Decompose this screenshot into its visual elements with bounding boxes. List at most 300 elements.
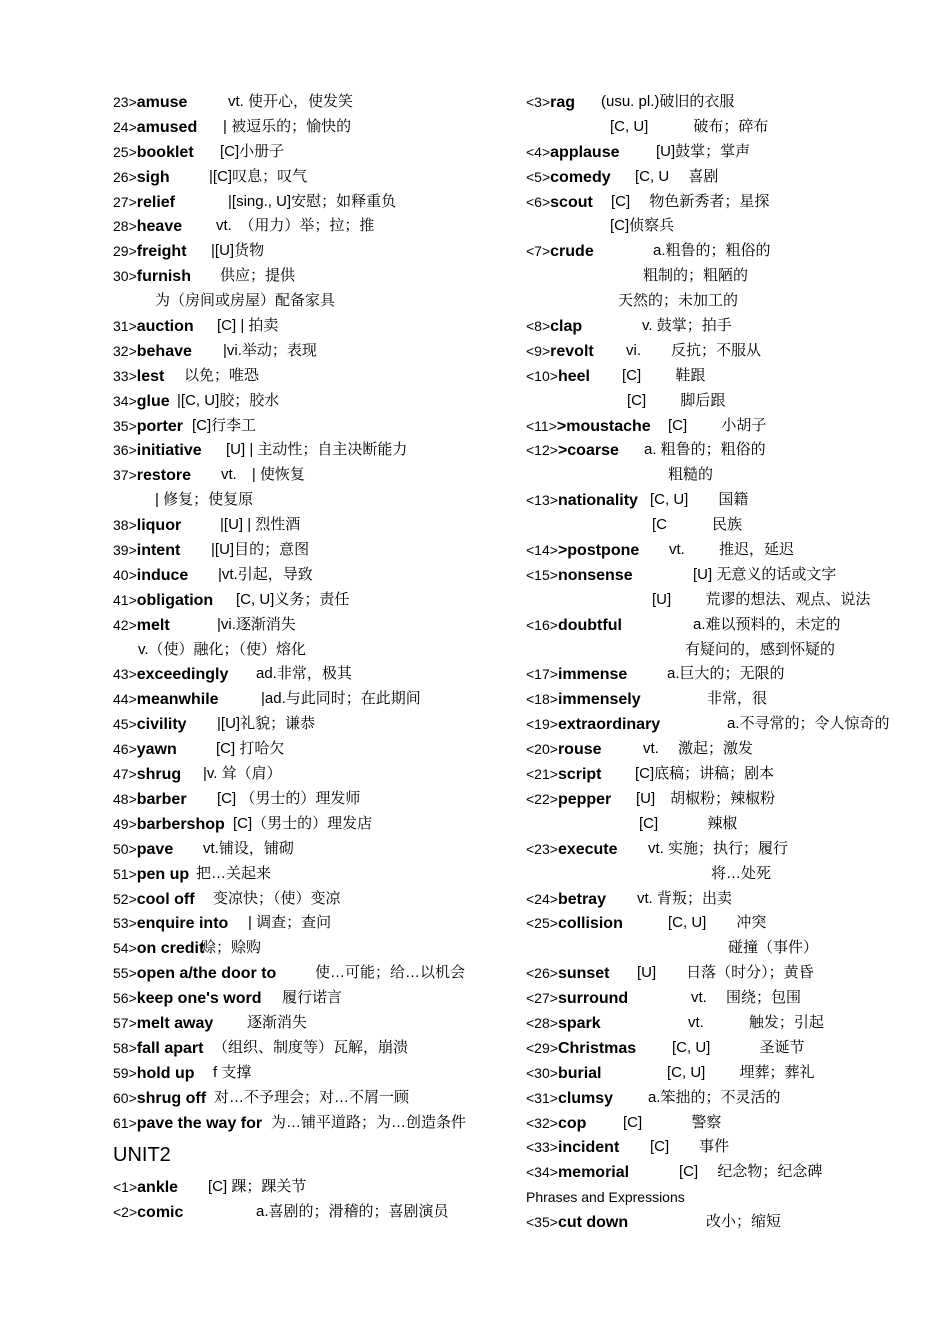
definition: [C, U]义务；责任 [236, 590, 350, 608]
vocab-entry [113, 339, 513, 364]
definition: | 调查；查问 [248, 914, 332, 932]
definition: v. 鼓掌；拍手 [642, 317, 732, 335]
headword: collision [557, 915, 623, 933]
headword: execute [557, 840, 618, 858]
definition: [U] 日落（时分）；黄昏 [637, 964, 814, 982]
headword: behave [136, 342, 192, 360]
vocab-entry [113, 1086, 513, 1111]
headword: applause [550, 143, 620, 161]
headword: ankle [137, 1179, 179, 1197]
definition: [U] 荒谬的想法、观点、说法 [652, 590, 871, 608]
entry-number: <35> [526, 1214, 558, 1231]
definition-continuation [526, 463, 936, 488]
entry-number: <33> [526, 1139, 558, 1156]
vocab-entry [113, 389, 513, 414]
entry-number: <23> [526, 840, 558, 857]
definition: 逐渐消失 [247, 1013, 308, 1031]
entry-number: <34> [526, 1164, 558, 1181]
vocab-entry [526, 613, 936, 638]
definition: [C, U] 埋葬；葬礼 [667, 1063, 815, 1081]
entry-number: <29> [526, 1039, 558, 1056]
entry-number: <30> [526, 1064, 558, 1081]
definition: (usu. pl.)破旧的衣服 [601, 93, 735, 110]
entry-number: <24> [526, 890, 558, 907]
vocab-entry [526, 438, 936, 463]
headword: sunset [557, 965, 610, 983]
vocab-entry [113, 613, 513, 638]
entry-number: <13> [526, 492, 558, 509]
definition: 对…不予理会；对…不屑一顾 [214, 1088, 410, 1106]
headword: immense [557, 666, 628, 684]
headword: open a/the door to [136, 965, 277, 983]
definition: a.巨大的；无限的 [667, 665, 785, 683]
vocab-entry [526, 1135, 936, 1160]
definition: vt.铺设，铺砌 [203, 839, 294, 857]
vocab-entry [113, 762, 513, 787]
definition: 供应；提供 [220, 267, 296, 285]
headword: pave the way for [136, 1114, 263, 1132]
entry-number: <32> [526, 1114, 558, 1131]
headword: lest [136, 367, 165, 385]
vocab-entry [526, 140, 936, 165]
entry-number: <7> [526, 243, 551, 260]
entry-number: 36> [113, 442, 137, 459]
entry-number: 27> [113, 193, 137, 210]
left-column [113, 90, 513, 1225]
headword: surround [557, 990, 629, 1008]
definition: 碰撞（事件） [728, 939, 819, 957]
definition: a.不寻常的；令人惊奇的 [727, 715, 890, 733]
entry-number: <8> [526, 318, 551, 335]
entry-number: <21> [526, 766, 558, 783]
definition-continuation [526, 389, 936, 414]
vocab-entry [526, 563, 936, 588]
vocab-entry [113, 190, 513, 215]
entry-number: 31> [113, 318, 137, 335]
definition: [C] 踝；踝关节 [208, 1178, 307, 1196]
headword: crude [550, 243, 594, 261]
entry-number: 38> [113, 517, 137, 534]
vocab-entry [526, 1011, 936, 1036]
headword: melt away [136, 1014, 214, 1032]
entry-number: <28> [526, 1014, 558, 1031]
vocab-entry [526, 712, 936, 737]
headword: >moustache [556, 417, 651, 435]
vocab-entry [113, 115, 513, 140]
definition: [C, U] 国籍 [650, 491, 749, 509]
headword: liquor [136, 517, 182, 535]
headword: pen up [136, 865, 190, 883]
headword: rag [550, 94, 576, 111]
vocab-entry [526, 339, 936, 364]
definition: |[U] | 烈性酒 [220, 516, 301, 534]
vocab-entry [113, 140, 513, 165]
entry-number: <5> [526, 168, 551, 185]
vocab-entry [526, 687, 936, 712]
vocab-entry [526, 414, 936, 439]
definition: |v. 耸（肩） [203, 765, 282, 783]
headword: clumsy [557, 1089, 614, 1107]
headword: cop [557, 1114, 587, 1132]
vocab-entry [526, 911, 936, 936]
headword: sigh [136, 168, 170, 186]
definition: a.笨拙的；不灵活的 [648, 1088, 781, 1106]
definition: 改小；缩短 [706, 1213, 782, 1231]
entry-number: 41> [113, 591, 137, 608]
definition: vt. 激起；激发 [643, 740, 754, 758]
entry-number: 47> [113, 766, 137, 783]
headword: nationality [557, 492, 638, 510]
definition-continuation [526, 289, 936, 314]
definition: [C] （男士的）理发师 [217, 789, 361, 807]
entry-number: 53> [113, 915, 137, 932]
entry-number: 39> [113, 542, 137, 559]
headword: extraordinary [557, 716, 661, 734]
definition: vt. 实施；执行；履行 [648, 839, 789, 857]
definition-continuation [526, 812, 936, 837]
definition: [C]侦察兵 [610, 217, 675, 235]
vocab-entry [113, 214, 513, 239]
definition: [C] 打哈欠 [216, 740, 285, 758]
entry-number: 51> [113, 865, 137, 882]
definition: [C] 事件 [650, 1138, 730, 1156]
definition: [U]鼓掌；掌声 [656, 142, 751, 160]
vocab-entry [113, 414, 513, 439]
vocab-entry [526, 1210, 936, 1235]
entry-number: 30> [113, 268, 137, 285]
definition: [C, U 喜剧 [635, 167, 719, 185]
definition: [C] | 拍卖 [217, 317, 279, 335]
entry-number: <11> [526, 417, 557, 434]
definition: vi. 反抗；不服从 [626, 341, 762, 359]
entry-number: 52> [113, 890, 137, 907]
definition: [C, U] 冲突 [668, 914, 767, 932]
vocab-entry [113, 911, 513, 936]
definition-continuation [113, 289, 513, 314]
vocab-entry [526, 961, 936, 986]
headword: shrug off [136, 1089, 207, 1107]
headword: pepper [557, 790, 612, 808]
definition: [C] 物色新秀者；星探 [611, 192, 770, 210]
entry-number: <26> [526, 965, 558, 982]
definition: 非常，很 [707, 690, 768, 708]
definition: [U] 无意义的话或文字 [693, 565, 837, 583]
vocab-entry [113, 1175, 513, 1200]
headword: furnish [136, 268, 191, 286]
definition: 变凉快；（使）变凉 [213, 889, 341, 907]
vocab-entry [113, 264, 513, 289]
entry-number: 28> [113, 218, 137, 235]
vocab-entry [113, 1061, 513, 1086]
headword: burial [557, 1064, 602, 1082]
vocab-entry [113, 364, 513, 389]
vocab-entry [526, 538, 936, 563]
headword: barber [136, 790, 187, 808]
entry-number: 44> [113, 691, 137, 708]
vocab-entry [113, 737, 513, 762]
entry-number: 60> [113, 1089, 137, 1106]
definition: [C]（男士的）理发店 [233, 814, 373, 832]
entry-number: 50> [113, 840, 137, 857]
definition: （组织、制度等）瓦解，崩溃 [213, 1038, 409, 1056]
definition: [C] 脚后跟 [627, 391, 726, 409]
entry-number: 24> [113, 118, 137, 135]
entry-number: <9> [526, 342, 551, 359]
definition: [C] 警察 [623, 1113, 722, 1131]
definition: a.难以预料的，未定的 [693, 615, 841, 633]
entry-number: <20> [526, 741, 558, 758]
entry-number: <15> [526, 566, 558, 583]
vocab-entry [113, 513, 513, 538]
vocab-entry [526, 190, 936, 215]
vocab-entry [526, 364, 936, 389]
entry-number: 58> [113, 1039, 137, 1056]
headword: revolt [550, 342, 594, 360]
definition-continuation [526, 264, 936, 289]
vocab-entry [526, 837, 936, 862]
definition-continuation [526, 214, 936, 239]
entry-number: <25> [526, 915, 558, 932]
entry-number: 56> [113, 990, 137, 1007]
headword: amuse [136, 94, 188, 111]
entry-number: 48> [113, 790, 137, 807]
headword: spark [557, 1014, 601, 1032]
vocab-entry [113, 1036, 513, 1061]
entry-number: <19> [526, 716, 558, 733]
vocab-entry [113, 787, 513, 812]
definition: 粗制的；粗陋的 [643, 267, 749, 285]
entry-number: <4> [526, 143, 551, 160]
entry-number: <6> [526, 193, 551, 210]
headword: induce [136, 566, 189, 584]
vocab-entry [526, 1160, 936, 1185]
headword: obligation [136, 591, 214, 609]
definition: [C]小册子 [220, 142, 285, 160]
definition: |[U]目的；意图 [211, 541, 310, 559]
headword: restore [136, 467, 191, 485]
definition: [C] 鞋跟 [622, 366, 706, 384]
vocab-entry [526, 165, 936, 190]
headword: shrug [136, 766, 182, 784]
entry-number: 40> [113, 566, 137, 583]
vocab-entry [113, 588, 513, 613]
definition: 赊；赊购 [201, 939, 262, 957]
definition: |[U]货物 [211, 242, 265, 260]
vocab-entry [526, 239, 936, 264]
headword: keep one's word [136, 990, 262, 1008]
headword: doubtful [557, 616, 622, 634]
definition: vt. 围绕；包围 [691, 989, 802, 1007]
definition: [C 民族 [652, 516, 743, 534]
vocab-entry [113, 837, 513, 862]
entry-number: 25> [113, 143, 137, 160]
definition: 为…铺平道路；为…创造条件 [271, 1113, 467, 1131]
headword: cool off [136, 890, 195, 908]
section-label: Phrases and Expressions [526, 1189, 685, 1206]
headword: >coarse [557, 442, 619, 460]
vocab-entry [113, 314, 513, 339]
headword: melt [136, 616, 170, 634]
headword: immensely [557, 691, 641, 709]
definition: vt. 背叛；出卖 [637, 889, 733, 907]
right-column [526, 90, 936, 1235]
vocab-entry [113, 961, 513, 986]
entry-number: <31> [526, 1089, 558, 1106]
headword: barbershop [136, 815, 225, 833]
headword: clap [550, 318, 583, 336]
entry-number: <3> [526, 94, 551, 110]
entry-number: 45> [113, 716, 137, 733]
vocab-entry [113, 438, 513, 463]
entry-number: <22> [526, 790, 558, 807]
definition: |[C, U]胶；胶水 [177, 391, 280, 409]
definition: [C]行李工 [192, 416, 257, 434]
definition: 天然的；未加工的 [618, 292, 739, 310]
definition-continuation [526, 588, 936, 613]
vocab-entry [113, 90, 513, 115]
definition-continuation [526, 638, 936, 663]
headword: comedy [550, 168, 611, 186]
definition: [U] | 主动性；自主决断能力 [226, 441, 408, 459]
headword: scout [550, 193, 593, 211]
definition: 有疑问的，感到怀疑的 [685, 640, 836, 658]
headword: script [557, 766, 602, 784]
vocab-entry [113, 986, 513, 1011]
entry-number: 37> [113, 467, 137, 484]
definition: vt. 推迟，延迟 [669, 541, 795, 559]
definition-continuation [526, 936, 936, 961]
headword: cut down [557, 1214, 629, 1232]
headword: hold up [136, 1064, 195, 1082]
definition: vt. 使开心，使发笑 [228, 93, 354, 110]
definition-continuation [526, 115, 936, 140]
entry-number: 26> [113, 168, 137, 185]
definition: [C] 辣椒 [639, 814, 738, 832]
entry-number: 43> [113, 666, 137, 683]
vocab-entry [526, 887, 936, 912]
headword: memorial [557, 1164, 630, 1182]
headword: comic [137, 1204, 184, 1222]
headword: heave [136, 218, 183, 236]
entry-number: 46> [113, 741, 137, 758]
definition: [C] 小胡子 [668, 416, 767, 434]
headword: civility [136, 716, 187, 734]
entry-number: 29> [113, 243, 137, 260]
vocab-entry [113, 563, 513, 588]
vocab-entry [113, 1200, 513, 1225]
vocab-entry [113, 1111, 513, 1136]
definition-continuation [113, 488, 513, 513]
definition: v.（使）融化；（使）熔化 [138, 640, 307, 658]
vocab-entry [526, 762, 936, 787]
definition: | 修复；使复原 [155, 491, 254, 509]
definition: vt. | 使恢复 [221, 466, 305, 484]
definition: |vt.引起，导致 [218, 565, 313, 583]
entry-number: <14> [526, 542, 558, 559]
headword: amused [136, 118, 198, 136]
definition-continuation [113, 638, 513, 663]
entry-number: <18> [526, 691, 558, 708]
definition: |[sing., U]安慰；如释重负 [228, 192, 397, 210]
definition: [C]底稿；讲稿；剧本 [635, 765, 775, 783]
entry-number: <1> [113, 1179, 138, 1196]
headword: heel [557, 367, 590, 385]
headword: >postpone [557, 542, 640, 560]
entry-number: 33> [113, 367, 137, 384]
entry-number: 32> [113, 342, 137, 359]
vocab-entry [526, 314, 936, 339]
definition: |vi.逐渐消失 [217, 615, 296, 633]
definition: a.粗鲁的；粗俗的 [653, 242, 771, 260]
headword: porter [136, 417, 183, 435]
vocab-entry [526, 488, 936, 513]
definition-continuation [526, 513, 936, 538]
definition: a. 粗鲁的；粗俗的 [644, 441, 766, 459]
entry-number: <17> [526, 666, 558, 683]
headword: Christmas [557, 1039, 637, 1057]
definition-continuation [526, 862, 936, 887]
definition: | 被逗乐的；愉快的 [223, 117, 352, 135]
vocab-entry [526, 1086, 936, 1111]
definition: [C, U] 圣诞节 [672, 1038, 805, 1056]
unit-heading: UNIT2 [113, 1144, 171, 1167]
headword: relief [136, 193, 175, 211]
vocab-entry [113, 687, 513, 712]
headword: rouse [557, 741, 602, 759]
headword: meanwhile [136, 691, 219, 709]
entry-number: <10> [526, 367, 558, 384]
entry-number: <16> [526, 616, 558, 633]
definition: 粗糙的 [668, 466, 714, 484]
headword: betray [557, 890, 606, 908]
vocab-entry [113, 887, 513, 912]
entry-number: 54> [113, 940, 137, 957]
vocab-entry [113, 862, 513, 887]
definition: |ad.与此同时；在此期间 [261, 690, 421, 708]
headword: incident [557, 1139, 620, 1157]
definition: f 支撑 [213, 1063, 252, 1081]
vocab-entry [526, 90, 936, 115]
vocab-entry [113, 712, 513, 737]
vocab-entry [113, 165, 513, 190]
headword: exceedingly [136, 666, 229, 684]
entry-number: 57> [113, 1014, 137, 1031]
headword: freight [136, 243, 187, 261]
entry-number: 35> [113, 417, 137, 434]
vocab-entry [113, 812, 513, 837]
vocab-entry [526, 737, 936, 762]
entry-number: 55> [113, 965, 137, 982]
definition: 以免；唯恐 [184, 366, 260, 384]
vocab-entry [526, 1061, 936, 1086]
entry-number: 42> [113, 616, 137, 633]
definition: vt. 触发；引起 [688, 1013, 824, 1031]
entry-number: 23> [113, 94, 137, 110]
definition: |[C]叹息；叹气 [209, 167, 308, 185]
definition: a.喜剧的；滑稽的；喜剧演员 [256, 1203, 449, 1221]
entry-number: 61> [113, 1114, 137, 1131]
definition: [C, U] 破布；碎布 [610, 117, 769, 135]
headword: booklet [136, 143, 194, 161]
headword: glue [136, 392, 170, 410]
entry-number: 34> [113, 392, 137, 409]
vocab-entry [526, 787, 936, 812]
definition: 为（房间或房屋）配备家具 [155, 292, 336, 310]
headword: on credit [136, 940, 205, 958]
headword: intent [136, 542, 181, 560]
vocab-entry [526, 1111, 936, 1136]
headword: nonsense [557, 566, 633, 584]
